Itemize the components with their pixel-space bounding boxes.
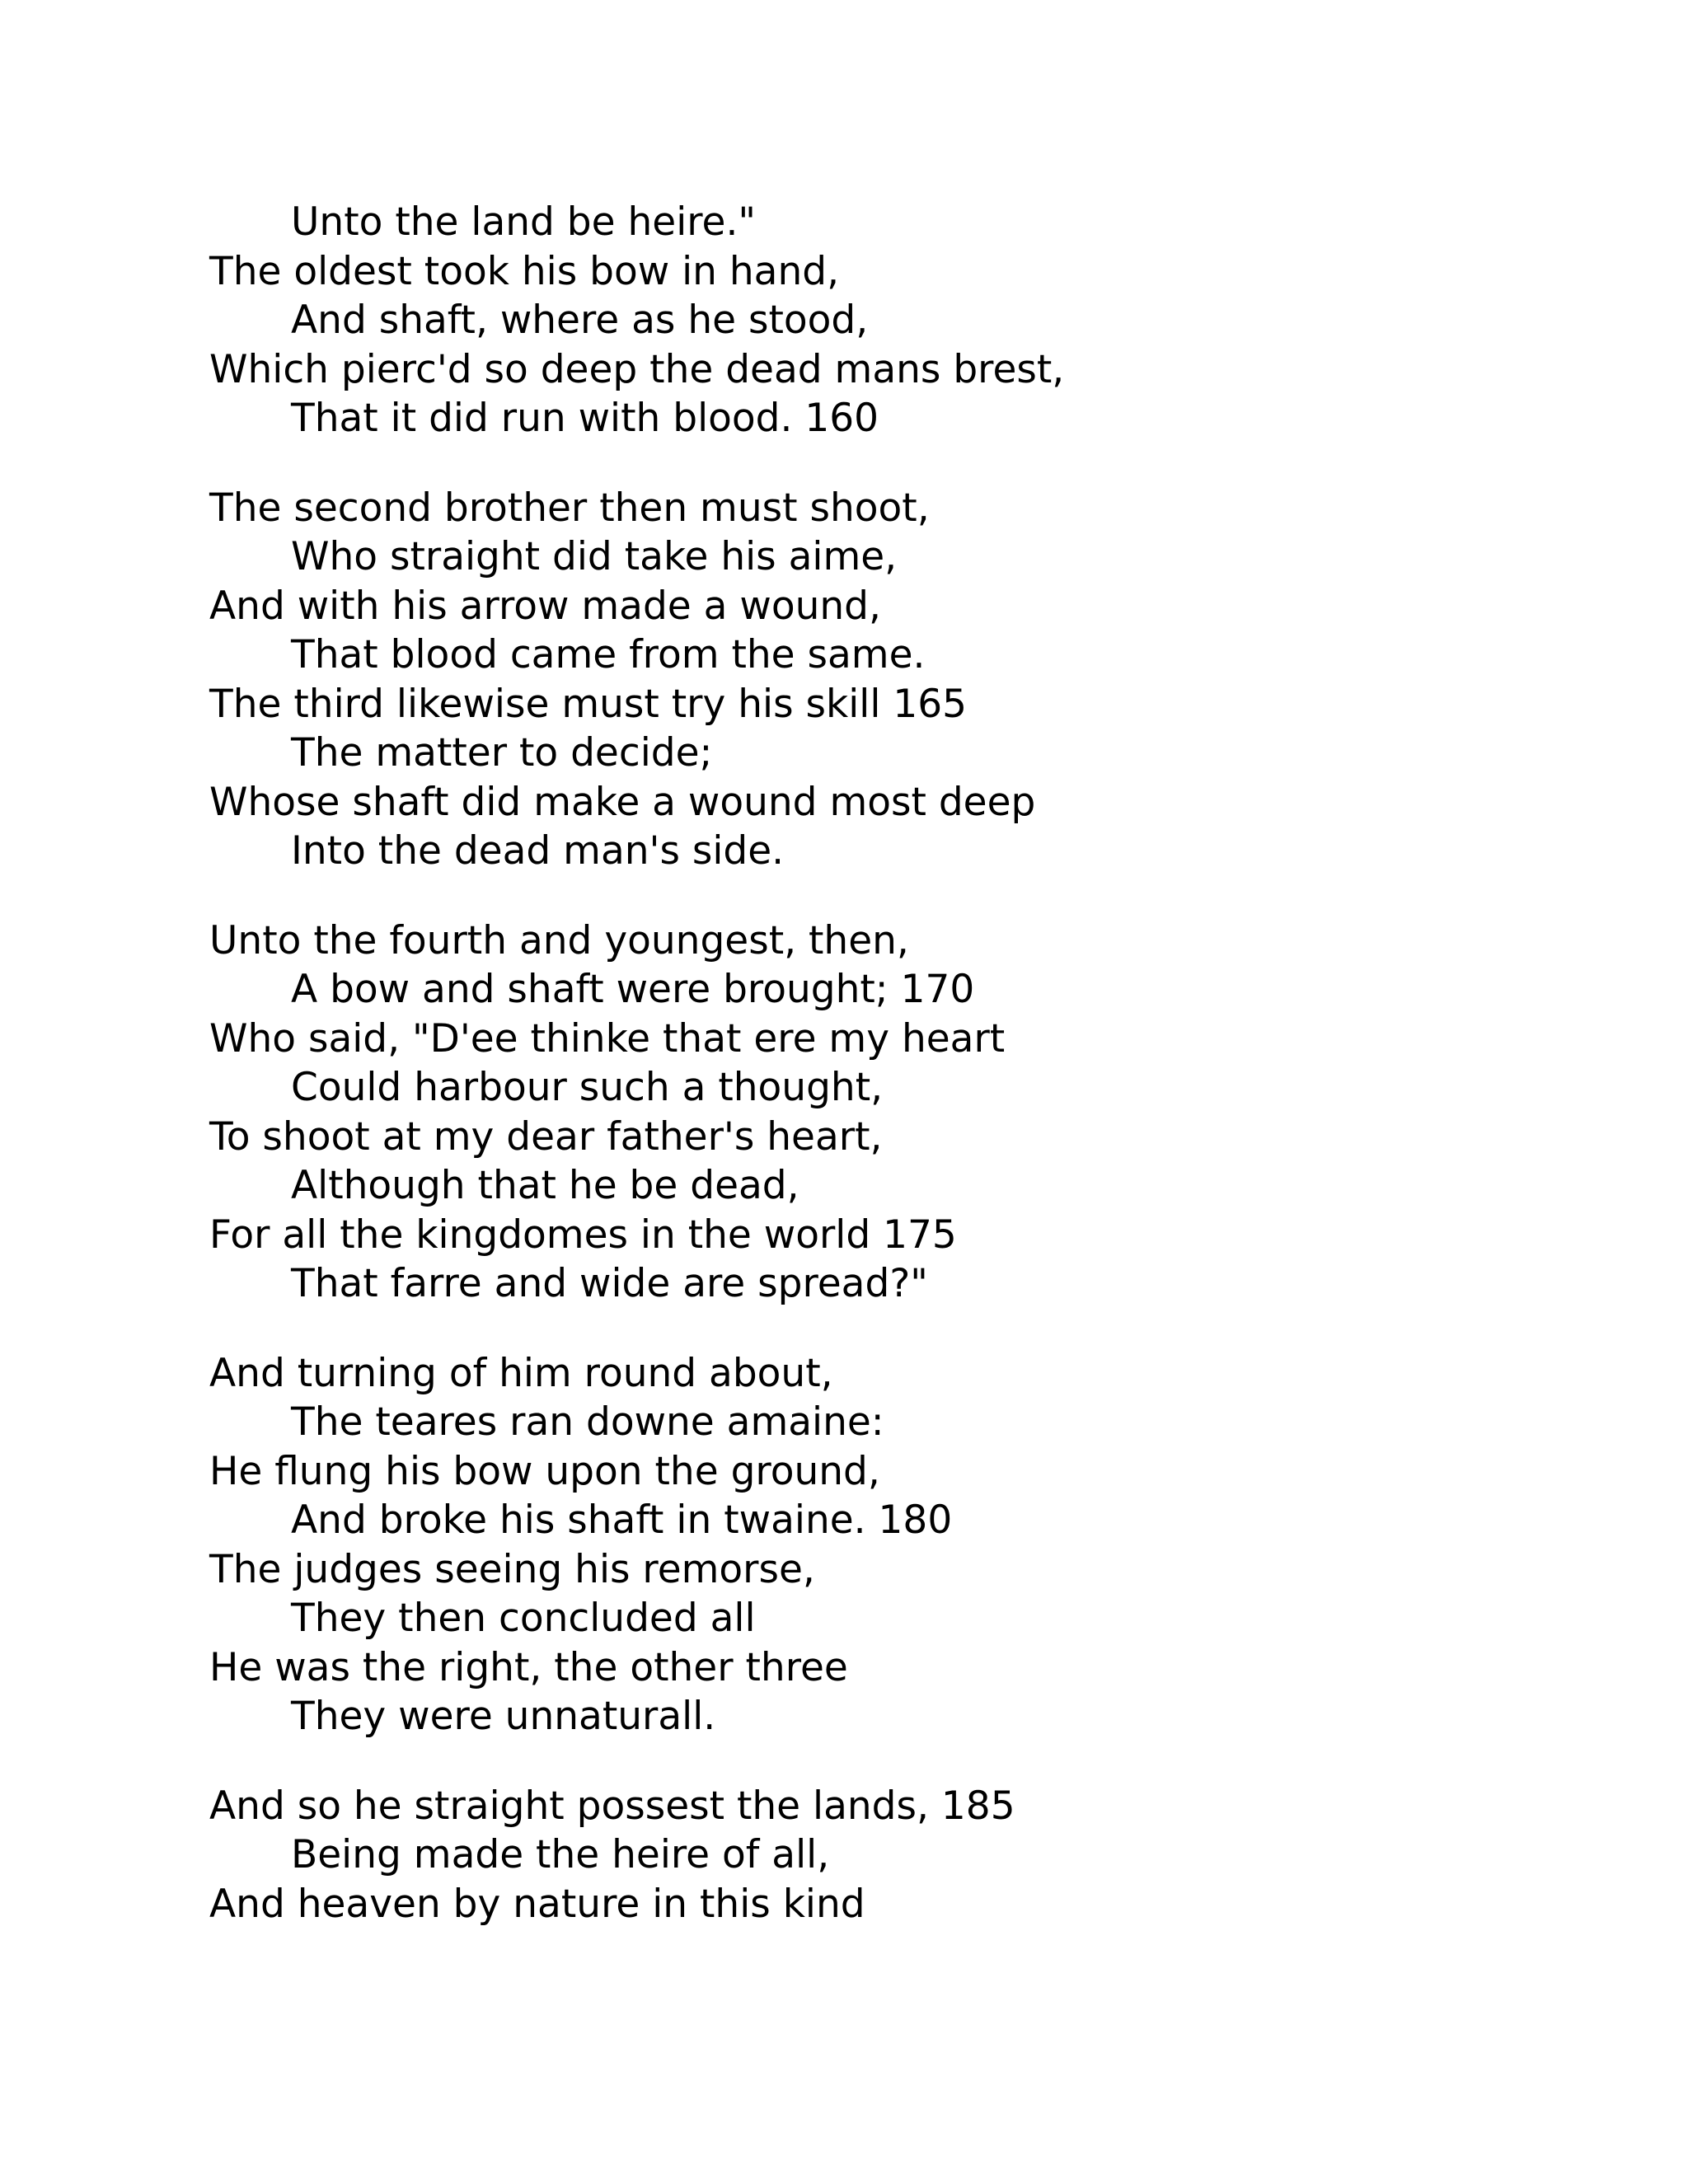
verse-line-indented: The matter to decide; — [291, 730, 713, 776]
verse-line-indented: Who straight did take his aime, — [291, 534, 898, 579]
stanza — [209, 198, 1064, 443]
verse-line-indented: Into the dead man's side. — [291, 828, 785, 874]
verse-line-indented: That blood came from the same. — [291, 632, 926, 677]
stanza — [209, 484, 1064, 876]
verse-line-indented: Unto the land be heire." — [291, 199, 757, 245]
stanza — [209, 1349, 1064, 1741]
verse-line: The judges seeing his remorse, — [209, 1546, 815, 1592]
verse-line: The third likewise must try his skill 165 — [209, 681, 968, 727]
stanza — [209, 916, 1064, 1309]
verse-line: The oldest took his bow in hand, — [209, 248, 840, 294]
verse-line: Who said, "D'ee thinke that ere my heart — [209, 1015, 1006, 1062]
verse-line: Which pierc'd so deep the dead mans brest, — [209, 346, 1065, 392]
verse-line: And with his arrow made a wound, — [209, 583, 881, 629]
verse-line-indented: And broke his shaft in twaine. 180 — [291, 1497, 953, 1543]
verse-line-indented: And shaft, where as he stood, — [291, 298, 869, 343]
verse-line: He flung his bow upon the ground, — [209, 1448, 880, 1494]
verse-line-indented: The teares ran downe amaine: — [291, 1399, 884, 1445]
verse-line-indented: They then concluded all — [291, 1596, 756, 1641]
verse-line-indented: Could harbour such a thought, — [291, 1065, 884, 1110]
verse-line: And heaven by nature in this kind — [209, 1881, 865, 1927]
verse-line: Whose shaft did make a wound most deep — [209, 779, 1036, 825]
verse-line-indented: Although that he be dead, — [291, 1163, 799, 1208]
verse-line: For all the kingdomes in the world 175 — [209, 1212, 957, 1258]
stanza — [209, 1782, 1064, 1929]
poem-body — [209, 198, 1064, 1929]
verse-line-indented: That farre and wide are spread?" — [291, 1261, 928, 1306]
verse-line-indented: That it did run with blood. 160 — [291, 396, 879, 441]
verse-line: And turning of him round about, — [209, 1350, 833, 1396]
verse-line-indented: They were unnaturall. — [291, 1694, 716, 1739]
verse-line: The second brother then must shoot, — [209, 485, 930, 531]
verse-line-indented: Being made the heire of all, — [291, 1832, 830, 1877]
verse-line: To shoot at my dear father's heart, — [209, 1113, 883, 1160]
verse-line: He was the right, the other three — [209, 1644, 848, 1690]
verse-line: And so he straight possest the lands, 185 — [209, 1783, 1015, 1829]
verse-line-indented: A bow and shaft were brought; 170 — [291, 967, 975, 1012]
verse-line: Unto the fourth and youngest, then, — [209, 917, 909, 963]
